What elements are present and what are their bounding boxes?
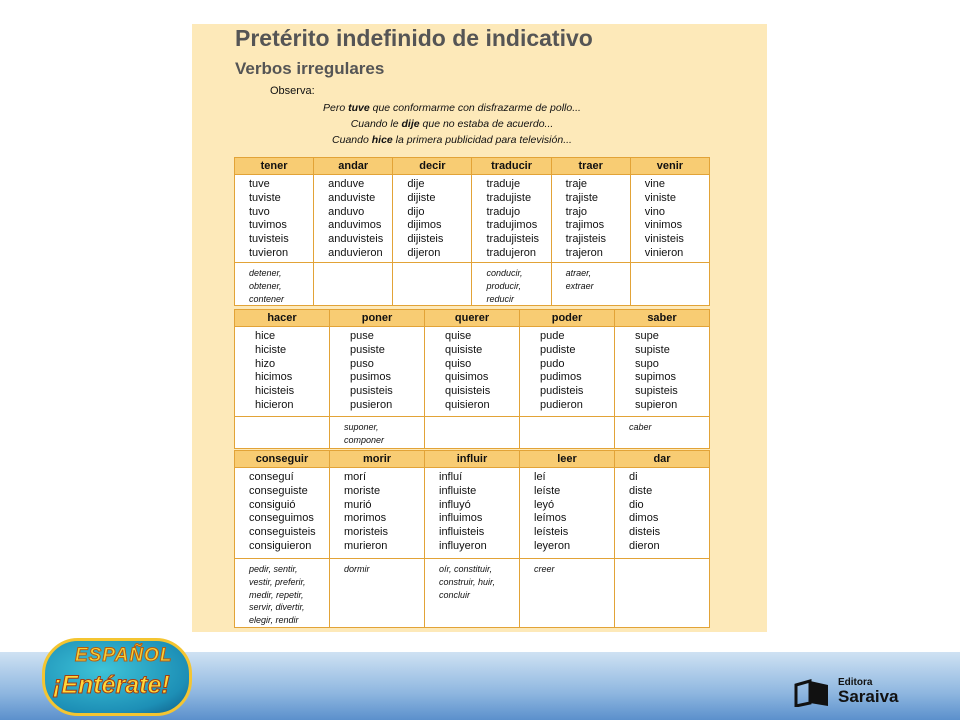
conjugated-form: vinimos — [644, 219, 683, 232]
conjugated-form: anduve — [328, 178, 365, 190]
table-header-row — [235, 158, 710, 175]
conjugated-form: influyó — [439, 498, 471, 511]
conjugated-form: tuvimos — [249, 219, 287, 232]
derived-verbs-cell — [615, 417, 710, 449]
publisher-logo — [794, 675, 934, 711]
example-sentence — [252, 100, 652, 116]
derived-verbs-cell — [472, 263, 551, 306]
conjugated-form: anduvo — [328, 205, 365, 218]
conjugated-form: di — [629, 471, 638, 483]
conjugated-form: leísteis — [534, 526, 569, 539]
derived-verbs-cell — [630, 263, 709, 306]
derived-verb: vestir, preferir, — [249, 576, 306, 587]
conjugated-form: morí — [344, 471, 366, 483]
conjugated-form: vinieron — [644, 246, 684, 259]
conjugated-form: trajiste — [565, 191, 599, 204]
conjugated-form: trajisteis — [565, 233, 606, 246]
conjugated-form: influimos — [439, 512, 483, 525]
conjugated-form: dijimos — [407, 219, 442, 232]
conjugated-form: viniste — [644, 191, 676, 204]
espanol-enterate-logo — [42, 638, 192, 716]
conjugated-form: leyó — [534, 498, 555, 511]
conjugated-form: dijeron — [407, 246, 441, 259]
conjugated-form: dijisteis — [407, 233, 444, 246]
conjugated-form: anduvisteis — [328, 233, 384, 246]
conjugation-cell — [615, 468, 710, 559]
conjugated-form: consiguieron — [249, 539, 312, 552]
publisher-small: Editora — [838, 677, 873, 688]
conjugated-form: quisisteis — [445, 385, 491, 398]
conjugated-form: traje — [565, 178, 588, 190]
derived-verbs-cell — [520, 417, 615, 449]
conjugated-form: conseguí — [249, 471, 294, 483]
derived-row — [235, 559, 710, 628]
conjugated-form: morimos — [344, 512, 387, 525]
conjugated-form: dieron — [629, 539, 660, 552]
conjugated-form: hiciste — [255, 343, 287, 356]
conjugated-form: supo — [635, 357, 659, 370]
example-verb: dije — [401, 118, 420, 130]
derived-verb: oír, constituir, — [439, 564, 493, 574]
conjugated-form: hizo — [255, 357, 276, 370]
derived-verb: extraer — [565, 280, 594, 291]
derived-verb: medir, repetir, — [249, 589, 304, 600]
conjugated-form: puso — [350, 357, 374, 370]
conjugated-form: moriste — [344, 484, 381, 497]
derived-verb: producir, — [486, 280, 521, 291]
verb-header: saber — [615, 310, 710, 327]
logo-line-2: ¡Entérate! — [53, 671, 170, 699]
conjugated-form: tradujiste — [486, 191, 532, 204]
derived-verbs-cell — [425, 417, 520, 449]
example-pre: Pero — [323, 102, 349, 114]
conjugated-form: tradujeron — [486, 246, 537, 259]
conjugated-form: traduje — [486, 178, 521, 190]
conjugated-form: conseguimos — [249, 512, 314, 525]
forms-row — [235, 175, 710, 263]
verb-header: dar — [615, 451, 710, 468]
conjugated-form: supieron — [635, 398, 678, 411]
conjugated-form: quise — [445, 330, 472, 342]
derived-verb: caber — [629, 422, 652, 432]
table-header-row — [235, 310, 710, 327]
conjugated-form: leyeron — [534, 539, 571, 552]
verb-header: andar — [314, 158, 393, 175]
page-subtitle: Verbos irregulares — [235, 59, 385, 78]
derived-verbs-cell — [425, 559, 520, 628]
verb-header: hacer — [235, 310, 330, 327]
conjugated-form: pudisteis — [540, 385, 584, 398]
conjugated-form: tradujo — [486, 205, 521, 218]
derived-verbs-cell — [235, 263, 314, 306]
conjugated-form: tuviste — [249, 191, 281, 204]
observa-label: Observa: — [270, 85, 315, 97]
derived-verbs-cell — [520, 559, 615, 628]
conjugation-cell — [330, 468, 425, 559]
verb-table-3 — [234, 450, 710, 628]
conjugated-form: tuve — [249, 178, 270, 190]
derived-verb: conducir, — [486, 268, 523, 278]
conjugated-form: dijo — [407, 205, 425, 218]
conjugation-cell — [393, 175, 472, 263]
conjugated-form: influí — [439, 471, 463, 483]
derived-verb: componer — [344, 434, 385, 445]
verb-header: tener — [235, 158, 314, 175]
conjugated-form: quisiste — [445, 343, 483, 356]
example-post: la primera publicidad para televisión... — [392, 134, 572, 146]
conjugated-form: supiste — [635, 343, 670, 356]
derived-verbs-cell — [330, 559, 425, 628]
verb-header: querer — [425, 310, 520, 327]
verb-header: influir — [425, 451, 520, 468]
conjugated-form: pudimos — [540, 371, 582, 384]
conjugated-form: consiguió — [249, 498, 296, 511]
forms-row — [235, 327, 710, 417]
conjugated-form: influyeron — [439, 539, 487, 552]
conjugated-form: pudieron — [540, 398, 583, 411]
conjugated-form: leí — [534, 471, 546, 483]
conjugated-form: tuvieron — [249, 246, 289, 259]
conjugated-form: diste — [629, 484, 653, 497]
forms-row — [235, 468, 710, 559]
conjugated-form: vine — [644, 178, 665, 190]
conjugated-form: quisimos — [445, 371, 489, 384]
verb-header: conseguir — [235, 451, 330, 468]
derived-verbs-cell — [235, 559, 330, 628]
derived-verb: creer — [534, 564, 555, 574]
conjugated-form: tradujimos — [486, 219, 538, 232]
derived-verb: atraer, — [565, 268, 592, 278]
conjugated-form: vino — [644, 205, 665, 218]
conjugated-form: pusimos — [350, 371, 391, 384]
conjugation-cell — [472, 175, 551, 263]
derived-verb: dormir — [344, 564, 370, 574]
conjugated-form: dijiste — [407, 191, 436, 204]
example-post: que conformarme con disfrazarme de pollo... — [369, 102, 581, 114]
derived-verb: obtener, — [249, 280, 282, 291]
derived-verb: detener, — [249, 268, 282, 278]
conjugated-form: pudo — [540, 357, 565, 370]
conjugated-form: trajeron — [565, 246, 603, 259]
derived-verbs-cell — [330, 417, 425, 449]
conjugated-form: dije — [407, 178, 425, 190]
derived-row — [235, 417, 710, 449]
conjugated-form: anduviste — [328, 191, 376, 204]
conjugated-form: supisteis — [635, 385, 678, 398]
example-sentence — [252, 132, 652, 148]
conjugated-form: murieron — [344, 539, 388, 552]
verb-header: decir — [393, 158, 472, 175]
conjugation-cell — [551, 175, 630, 263]
verb-header: morir — [330, 451, 425, 468]
conjugated-form: influiste — [439, 484, 477, 497]
conjugation-cell — [235, 468, 330, 559]
verb-table-1 — [234, 157, 710, 306]
conjugated-form: tuvo — [249, 205, 270, 218]
example-verb: hice — [371, 134, 393, 146]
derived-verb: pedir, sentir, — [249, 564, 298, 574]
conjugated-form: conseguiste — [249, 484, 308, 497]
derived-verb: construir, huir, — [439, 576, 496, 587]
publisher-big: Saraiva — [838, 687, 899, 706]
derived-verbs-cell — [235, 417, 330, 449]
conjugated-form: quiso — [445, 357, 472, 370]
page-title: Pretérito indefinido de indicativo — [235, 25, 593, 51]
derived-verbs-cell — [393, 263, 472, 306]
conjugated-form: anduvimos — [328, 219, 382, 232]
derived-verb: suponer, — [344, 422, 379, 432]
conjugated-form: hicieron — [255, 398, 294, 411]
conjugation-cell — [615, 327, 710, 417]
conjugated-form: pusisteis — [350, 385, 393, 398]
conjugation-cell — [520, 327, 615, 417]
derived-verb: concluir — [439, 589, 471, 600]
conjugated-form: anduvieron — [328, 246, 383, 259]
conjugated-form: supimos — [635, 371, 676, 384]
conjugated-form: leímos — [534, 512, 567, 525]
derived-verbs-cell — [615, 559, 710, 628]
conjugated-form: supe — [635, 330, 659, 342]
example-verb: tuve — [348, 102, 370, 114]
conjugated-form: pude — [540, 330, 565, 342]
derived-verbs-cell — [314, 263, 393, 306]
conjugation-cell — [314, 175, 393, 263]
conjugated-form: moristeis — [344, 526, 389, 539]
conjugation-cell — [330, 327, 425, 417]
conjugated-form: pusieron — [350, 398, 393, 411]
derived-verb: contener — [249, 293, 285, 304]
verb-header: venir — [630, 158, 709, 175]
verb-header: poder — [520, 310, 615, 327]
conjugated-form: trajo — [565, 205, 588, 218]
verb-header: leer — [520, 451, 615, 468]
derived-verb: servir, divertir, — [249, 602, 305, 613]
conjugation-cell — [425, 468, 520, 559]
table-header-row — [235, 451, 710, 468]
example-pre: Cuando le — [350, 118, 402, 130]
conjugated-form: leíste — [534, 484, 561, 497]
conjugated-form: vinisteis — [644, 233, 684, 246]
derived-verb: reducir — [486, 293, 514, 304]
conjugation-cell — [520, 468, 615, 559]
example-sentences — [252, 100, 652, 148]
conjugated-form: hicisteis — [255, 385, 295, 398]
derived-verb: elegir, rendir — [249, 615, 299, 626]
example-sentence — [252, 116, 652, 132]
conjugated-form: tuvisteis — [249, 233, 289, 246]
conjugated-form: dio — [629, 498, 644, 511]
conjugated-form: disteis — [629, 526, 661, 539]
conjugated-form: dimos — [629, 512, 659, 525]
example-pre: Cuando — [332, 134, 372, 146]
verb-header: traducir — [472, 158, 551, 175]
verb-header: traer — [551, 158, 630, 175]
conjugated-form: hicimos — [255, 371, 293, 384]
conjugated-form: pudiste — [540, 343, 576, 356]
conjugated-form: murió — [344, 498, 372, 511]
conjugated-form: quisieron — [445, 398, 490, 411]
conjugated-form: influisteis — [439, 526, 485, 539]
content-panel — [192, 24, 767, 632]
book-icon — [794, 679, 830, 707]
example-post: que no estaba de acuerdo... — [419, 118, 554, 130]
conjugation-cell — [235, 175, 314, 263]
conjugated-form: puse — [350, 330, 374, 342]
verb-header: poner — [330, 310, 425, 327]
conjugated-form: pusiste — [350, 343, 385, 356]
conjugated-form: tradujisteis — [486, 233, 540, 246]
derived-verbs-cell — [551, 263, 630, 306]
verb-table-2 — [234, 309, 710, 449]
conjugated-form: hice — [255, 330, 276, 342]
conjugated-form: trajimos — [565, 219, 605, 232]
conjugation-cell — [630, 175, 709, 263]
logo-line-1: ESPAÑOL — [75, 645, 173, 666]
conjugation-cell — [235, 327, 330, 417]
derived-row — [235, 263, 710, 306]
conjugated-form: conseguisteis — [249, 526, 316, 539]
conjugation-cell — [425, 327, 520, 417]
